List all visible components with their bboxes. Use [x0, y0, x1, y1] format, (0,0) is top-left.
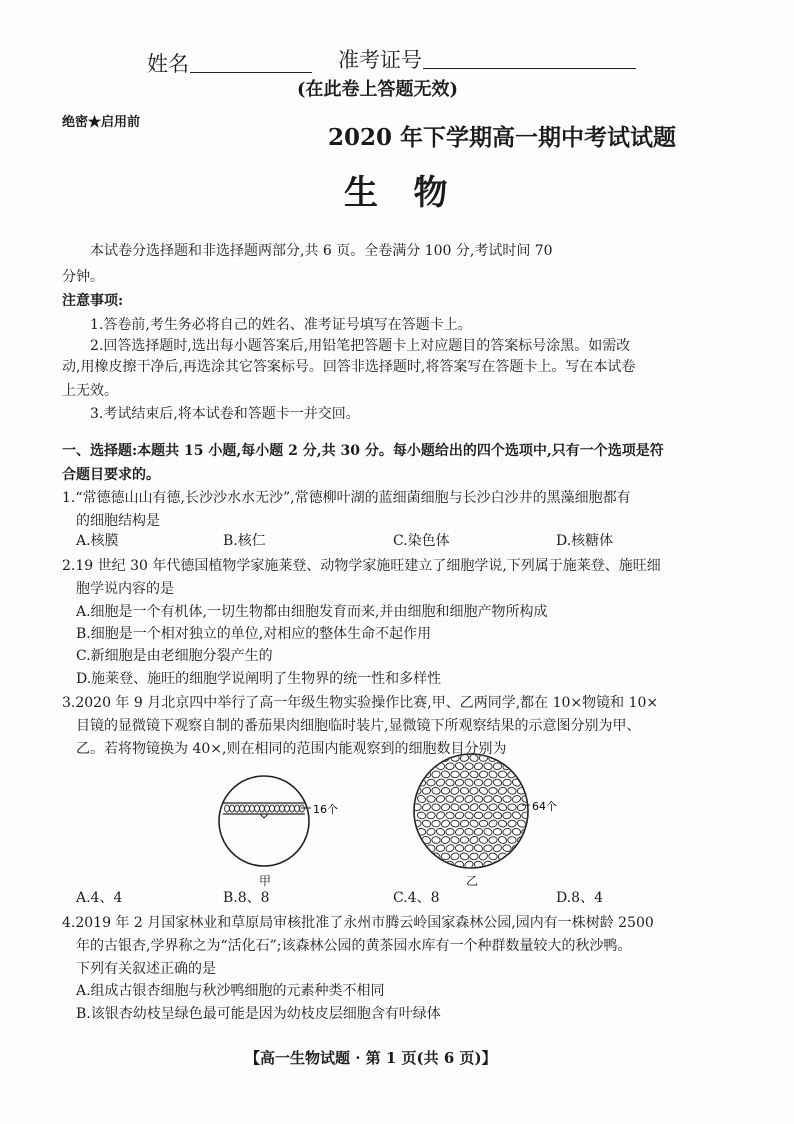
yi-cell	[469, 819, 479, 828]
section-heading-line-1: 一、选择题:本题共 15 小题,每小题 2 分,共 30 分。每小题给出的四个选项中,只有一个选项是符	[62, 443, 664, 459]
yi-cell	[416, 794, 427, 804]
yi-cell	[483, 811, 493, 820]
yi-cell	[507, 820, 516, 828]
yi-cell	[431, 803, 440, 811]
yi-cell	[426, 827, 436, 836]
yi-cell	[445, 762, 455, 770]
yi-cell	[507, 787, 517, 796]
q1-option-a: A.核膜	[76, 533, 119, 549]
yi-cell	[469, 853, 478, 860]
yi-cell	[455, 844, 464, 852]
q1-stem-line-2: 的细胞结构是	[76, 513, 160, 529]
yi-cell	[502, 779, 511, 787]
yi-cell	[460, 819, 470, 827]
yi-cell	[464, 828, 473, 836]
q3-option-a: A.4、4	[76, 890, 123, 906]
jia-field-circle	[219, 776, 309, 866]
yi-count-label: 64个	[532, 800, 557, 813]
yi-cell	[502, 827, 512, 836]
yi-cell	[493, 811, 503, 819]
note-2-line-1: 2.回答选择题时,选出每小题答案后,用铅笔把答题卡上对应题目的答案标号涂黑。如需改	[90, 338, 631, 354]
yi-cell	[435, 810, 446, 820]
figure-jia-label: 甲	[259, 874, 272, 888]
q3-option-d: D.8、4	[556, 890, 603, 906]
jia-count-label: 16个	[313, 803, 338, 816]
jia-cell	[275, 805, 280, 812]
yi-cell	[464, 794, 474, 804]
yi-cell	[484, 845, 493, 852]
yi-cell	[498, 819, 508, 827]
yi-cell	[440, 819, 451, 829]
note-2-line-3: 上无效。	[62, 383, 118, 399]
jia-cell	[265, 805, 270, 812]
jia-cell	[255, 805, 260, 812]
yi-cell	[488, 770, 498, 780]
yi-cell	[479, 803, 489, 811]
yi-cell	[464, 778, 474, 787]
yi-cell	[508, 837, 517, 844]
yi-cell	[479, 820, 487, 827]
yi-cell	[460, 836, 469, 843]
yi-cell	[511, 794, 521, 803]
intro-line-1: 本试卷分选择题和非选择题两部分,共 6 页。全卷满分 100 分,考试时间 70	[90, 243, 553, 259]
q4-stem-line-2: 年的古银杏,学界称之为“活化石”;该森林公园的黄茶园水库有一个种群数量较大的秋沙鸭。	[76, 938, 632, 954]
yi-cell	[522, 812, 531, 819]
q1-stem-line-1: 1.“常德德山山有德,长沙沙水水无沙”,常德柳叶湖的蓝细菌细胞与长沙白沙井的黑藻细胞都有	[62, 490, 631, 506]
q2-option-d: D.施莱登、施旺的细胞学说阐明了生物界的统一性和多样性	[76, 671, 442, 687]
yi-cell	[450, 786, 460, 796]
yi-cell	[455, 795, 464, 802]
jia-cell	[240, 805, 245, 812]
yi-cell	[454, 761, 464, 771]
yi-cell	[432, 820, 441, 827]
yi-cell	[436, 844, 445, 852]
yi-cell	[516, 803, 526, 812]
notes-heading: 注意事项:	[62, 293, 124, 309]
q2-option-c: C.新细胞是由老细胞分裂产生的	[76, 648, 273, 664]
figure-yi	[410, 750, 570, 875]
yi-cell	[488, 853, 497, 861]
yi-cell	[469, 770, 479, 778]
q3-option-b: B.8、8	[223, 890, 270, 906]
yi-cell	[450, 835, 460, 844]
yi-cell	[460, 804, 469, 811]
name-field-line	[190, 72, 312, 73]
yi-cell	[492, 843, 502, 853]
note-3: 3.考试结束后,将本试卷和答题卡一并交回。	[90, 406, 360, 422]
yi-cell	[455, 811, 465, 820]
yi-cell	[489, 787, 498, 794]
jia-cell	[225, 805, 230, 812]
q4-option-b: B.该银杏幼枝呈绿色最可能是因为幼枝皮层细胞含有叶绿体	[76, 1006, 441, 1022]
yi-cell	[469, 787, 479, 795]
q4-stem-line-1: 4.2019 年 2 月国家林业和草原局审核批准了永州市腾云岭国家森林公园,园内有一株树龄 2500	[62, 915, 654, 931]
yi-cell	[436, 795, 446, 804]
yi-cell	[465, 763, 474, 770]
intro-line-2: 分钟。	[62, 269, 104, 285]
q1-option-d: D.核糖体	[556, 533, 614, 549]
q2-option-a: A.细胞是一个有机体,一切生物都由细胞发育而来,并由细胞和细胞产物所构成	[76, 604, 548, 620]
id-label: 准考证号	[338, 48, 422, 72]
yi-cell	[474, 812, 483, 819]
jia-cell	[245, 805, 250, 812]
jia-cell	[260, 805, 265, 812]
yi-cell	[426, 795, 435, 802]
yi-cell	[488, 803, 498, 811]
jia-cell	[295, 805, 300, 812]
yi-cell	[488, 836, 498, 844]
name-label: 姓名	[147, 52, 189, 76]
yi-cell	[440, 770, 450, 779]
yi-cell	[479, 770, 488, 778]
q1-option-b: B.核仁	[223, 533, 266, 549]
subject-title: 生 物	[344, 173, 448, 213]
yi-cell	[445, 794, 455, 803]
jia-cell	[230, 805, 235, 812]
yi-cell	[421, 802, 432, 812]
yi-cell	[441, 803, 451, 812]
yi-cell	[493, 828, 502, 835]
jia-cell	[250, 805, 255, 812]
yi-cell	[455, 778, 465, 786]
yi-cell	[460, 852, 470, 861]
yi-cell	[502, 811, 511, 819]
q2-stem-line-1: 2.19 世纪 30 年代德国植物学家施莱登、动物学家施旺建立了细胞学说,下列属于施莱登、施旺细	[62, 558, 661, 574]
yi-cell	[512, 828, 522, 837]
yi-cell	[445, 779, 454, 787]
yi-cell	[483, 762, 493, 771]
note-1: 1.答卷前,考生务必将自己的姓名、准考证号填写在答题卡上。	[90, 317, 472, 333]
yi-cell	[421, 819, 431, 828]
yi-cell	[503, 796, 512, 803]
yi-cell	[474, 795, 484, 803]
yi-cell	[497, 802, 507, 812]
q1-option-c: C.染色体	[393, 533, 450, 549]
yi-cell	[426, 812, 435, 819]
yi-cell	[459, 770, 469, 779]
section-heading-line-2: 合题目要求的。	[62, 467, 160, 483]
note-2-line-2: 动,用橡皮擦干净后,再选涂其它答案标号。回答非选择题时,将答案写在答题卡上。写在本试卷	[62, 359, 636, 375]
jia-cell	[285, 805, 290, 812]
yi-cell	[474, 779, 482, 786]
yi-cell	[493, 778, 503, 786]
q4-option-a: A.组成古银杏细胞与秋沙鸭细胞的元素种类不相同	[76, 983, 385, 999]
yi-cell	[464, 811, 474, 820]
jia-cell	[270, 805, 275, 812]
yi-cell	[441, 853, 450, 860]
yi-cell	[431, 786, 441, 795]
yi-cell	[502, 844, 512, 852]
yi-cell	[469, 802, 479, 812]
yi-cell	[483, 795, 493, 803]
yi-cell	[450, 820, 459, 828]
yi-cell	[435, 778, 446, 788]
yi-cell	[450, 803, 460, 812]
yi-cell	[441, 787, 450, 794]
yi-cell	[446, 828, 455, 835]
yi-cell	[431, 836, 440, 843]
yi-cell	[478, 786, 488, 795]
yi-cell	[445, 843, 456, 853]
yi-cell	[508, 804, 517, 811]
figure-yi-label: 乙	[466, 874, 479, 888]
q2-option-b: B.细胞是一个相对独立的单位,对相应的整体生命不起作用	[76, 626, 432, 642]
yi-cell	[483, 827, 493, 836]
figure-jia	[215, 772, 340, 897]
yi-cell	[450, 852, 460, 861]
yi-cell	[451, 771, 460, 778]
yi-cell	[511, 811, 521, 821]
q3-stem-line-2: 目镜的显微镜下观察自制的番茄果肉细胞临时装片,显微镜下所观察结果的示意图分别为甲、	[76, 718, 641, 734]
yi-cell	[479, 836, 489, 844]
secret-tag: 绝密★启用前	[62, 115, 141, 130]
yi-cell	[454, 827, 464, 837]
yi-cell	[417, 811, 427, 820]
yi-cell	[488, 819, 498, 828]
q3-stem-line-3: 乙。若将物镜换为 40×,则在相同的范围内能观察到的细胞数目分别为	[76, 741, 507, 757]
yi-cell	[483, 778, 493, 787]
yi-cell	[464, 844, 474, 853]
yi-cell	[493, 762, 502, 769]
jia-cell	[280, 805, 285, 812]
yi-cell	[441, 836, 451, 845]
jia-cell	[235, 805, 240, 812]
q3-stem-line-1: 3.2020 年 9 月北京四中举行了高一年级生物实验操作比赛,甲、乙两同学,都在 10×物镜和 10×	[62, 695, 659, 711]
yi-cell	[498, 771, 507, 778]
yi-cell	[492, 794, 502, 804]
yi-cell	[427, 779, 436, 786]
invalid-note: (在此卷上答题无效)	[297, 79, 459, 100]
id-field-line	[423, 68, 636, 69]
yi-cell	[478, 851, 489, 861]
yi-cell	[431, 770, 441, 779]
jia-cell	[290, 805, 295, 812]
yi-cell	[460, 787, 469, 795]
yi-cell	[473, 762, 483, 771]
yi-cell	[473, 844, 483, 853]
yi-cell	[469, 835, 479, 845]
exam-title: 2020 年下学期高一期中考试试题	[328, 124, 677, 151]
q4-stem-line-3: 下列有关叙述正确的是	[76, 961, 216, 977]
yi-cell	[421, 786, 431, 795]
yi-cell	[497, 786, 507, 795]
yi-cell	[445, 812, 454, 820]
yi-cell	[435, 827, 445, 836]
q3-option-c: C.4、8	[393, 890, 440, 906]
yi-cell	[474, 828, 484, 836]
page-footer: 【高一生物试题 · 第 1 页(共 6 页)】	[245, 1049, 497, 1067]
yi-cell	[497, 835, 507, 845]
q2-stem-line-2: 胞学说内容的是	[76, 581, 174, 597]
